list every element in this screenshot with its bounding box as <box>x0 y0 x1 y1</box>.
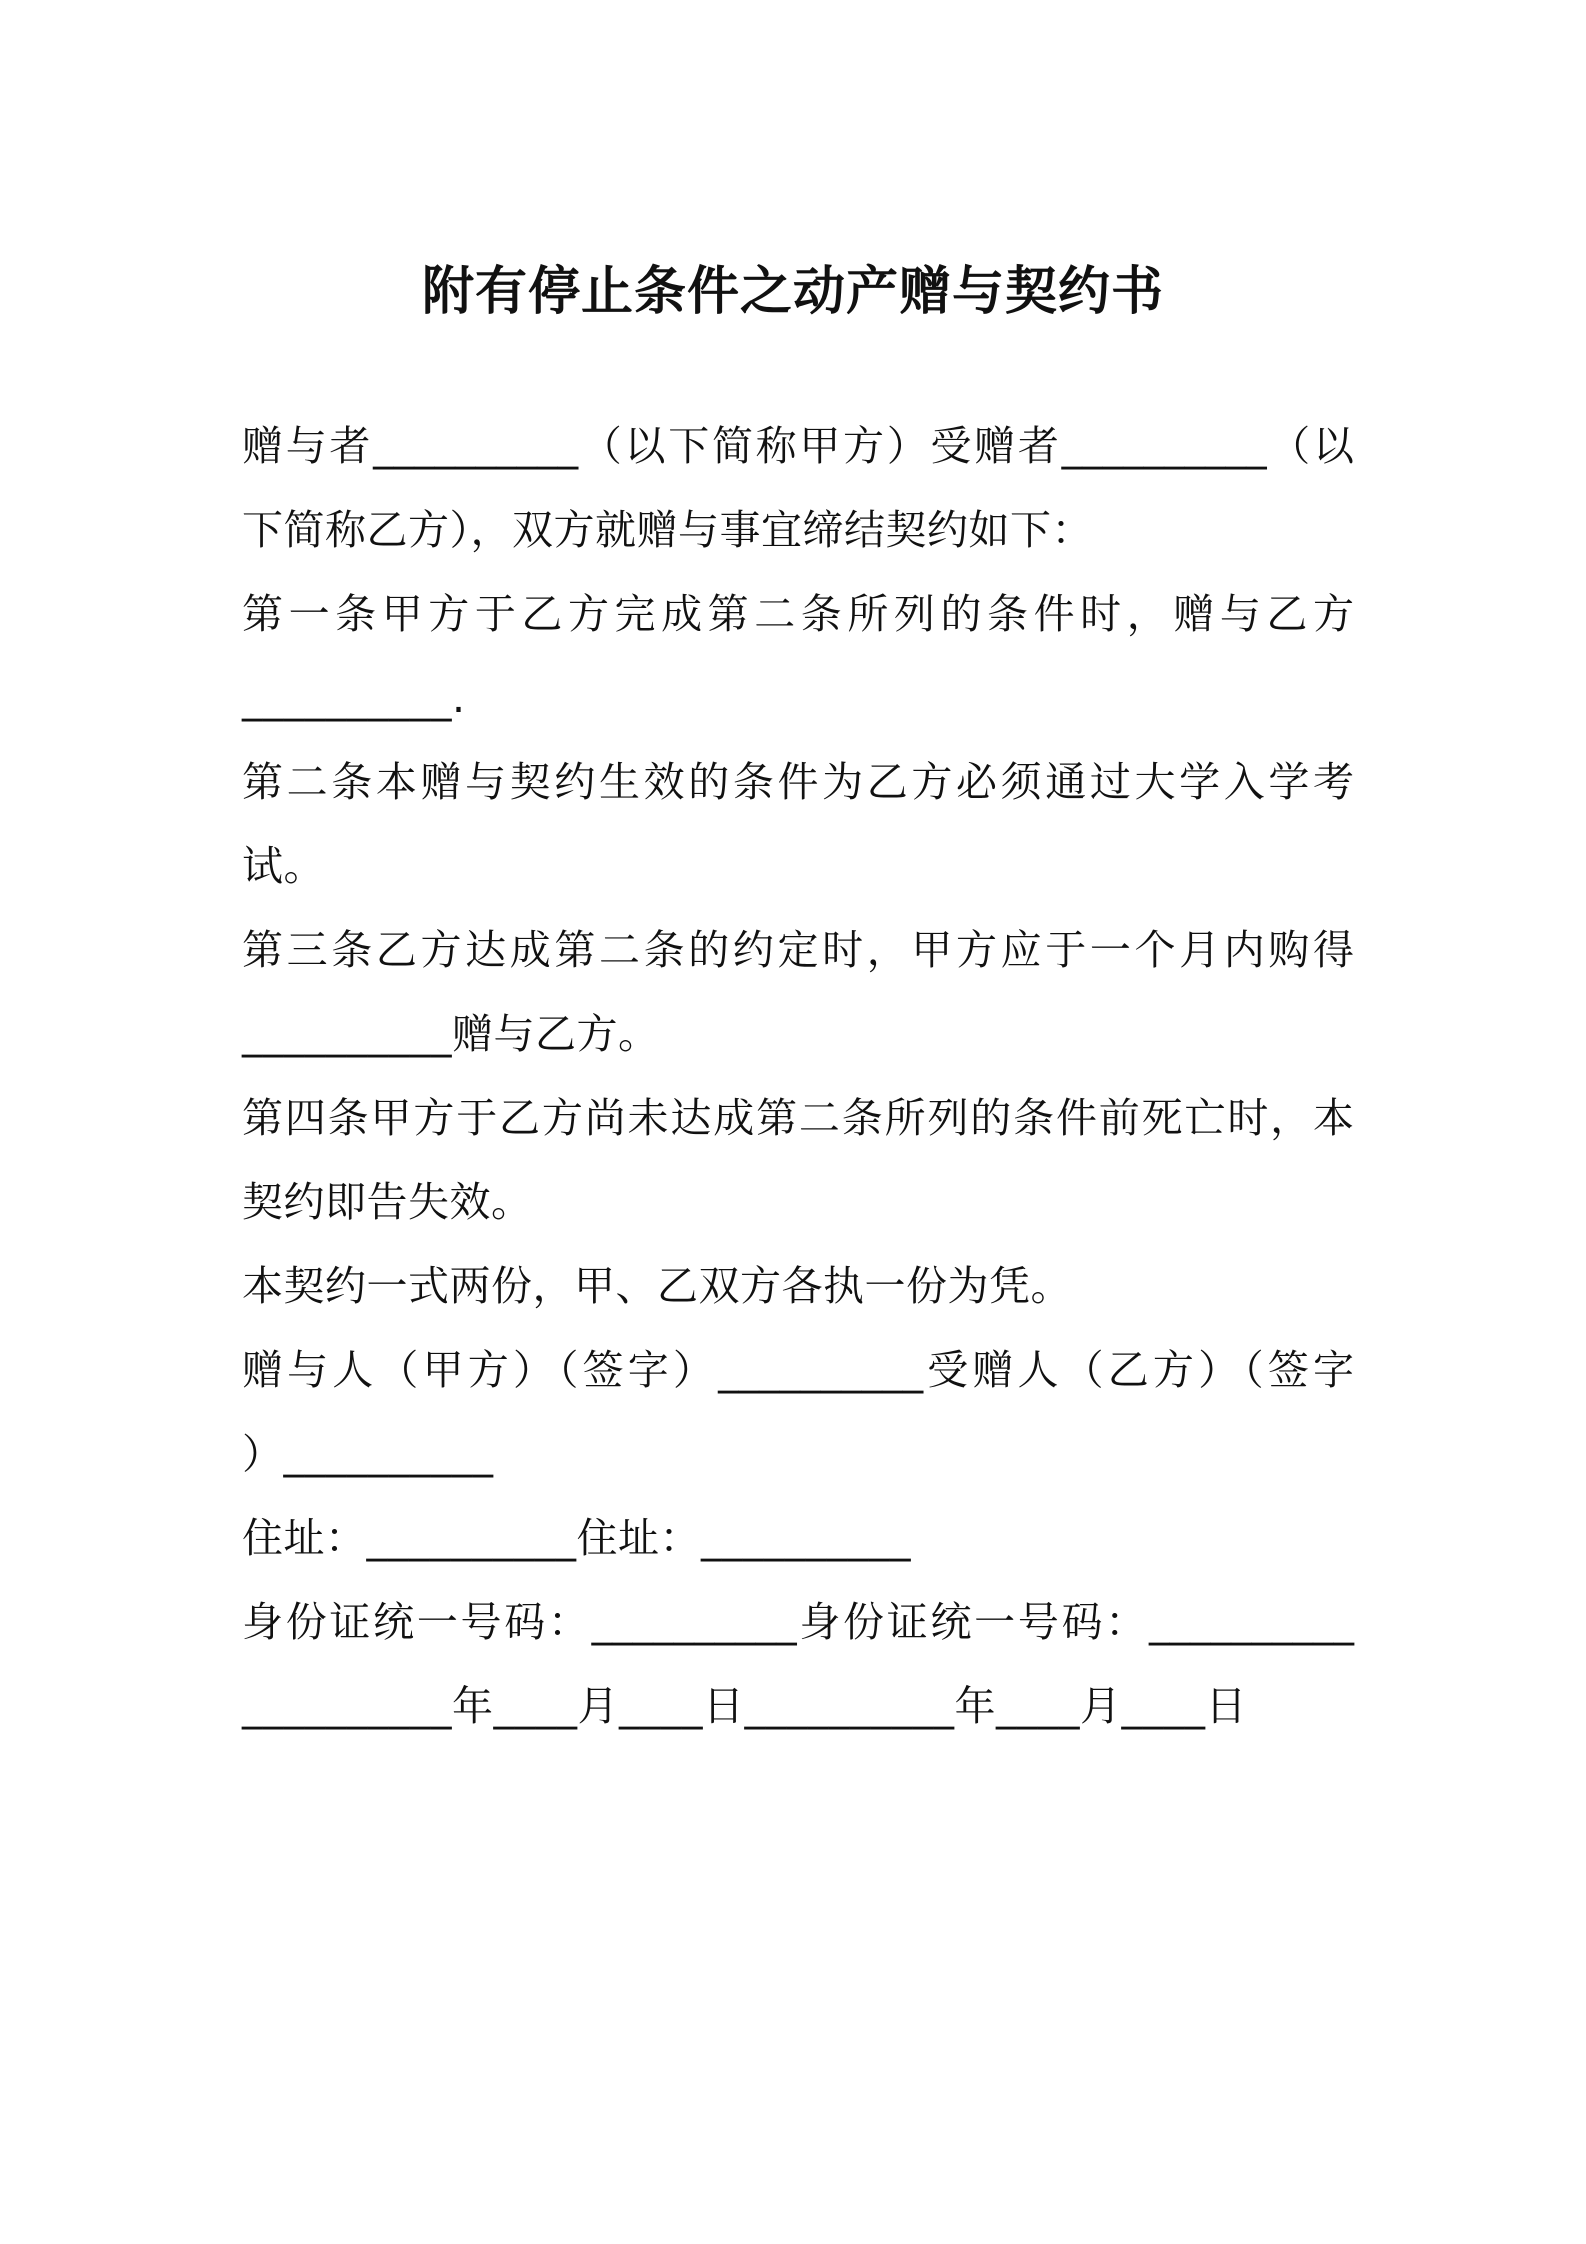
article-1-line-2: __________. <box>242 674 466 722</box>
copies-statement: 本契约一式两份，甲、乙双方各执一份为凭。 <box>242 1262 1072 1310</box>
document-body <box>242 404 1354 1748</box>
date-line: __________年____月____日__________年____月____日 <box>242 1682 1247 1730</box>
article-1-line-1: 第一条甲方于乙方完成第二条所列的条件时，赠与乙方 <box>242 590 1354 638</box>
article-2-line-1: 第二条本赠与契约生效的条件为乙方必须通过大学入学考 <box>242 758 1354 806</box>
article-4-line-2: 契约即告失效。 <box>242 1178 533 1226</box>
signature-line-2: ）__________ <box>242 1430 494 1478</box>
article-2-line-2: 试。 <box>242 842 325 890</box>
address-line: 住址：__________住址：__________ <box>242 1514 911 1562</box>
signature-line-1: 赠与人（甲方）（签字）__________受赠人（乙方）（签字 <box>242 1346 1354 1394</box>
article-4-line-1: 第四条甲方于乙方尚未达成第二条所列的条件前死亡时，本 <box>242 1094 1354 1142</box>
clause-preamble-line-1: 赠与者__________（以下简称甲方）受赠者__________（以 <box>242 422 1354 470</box>
id-number-line: 身份证统一号码：__________身份证统一号码：__________ <box>242 1598 1354 1646</box>
article-3-line-2: __________赠与乙方。 <box>242 1010 660 1058</box>
document-title: 附有停止条件之动产赠与契约书 <box>421 262 1164 322</box>
article-3-line-1: 第三条乙方达成第二条的约定时，甲方应于一个月内购得 <box>242 926 1354 974</box>
clause-preamble-line-2: 下简称乙方），双方就赠与事宜缔结契约如下： <box>242 506 1093 554</box>
